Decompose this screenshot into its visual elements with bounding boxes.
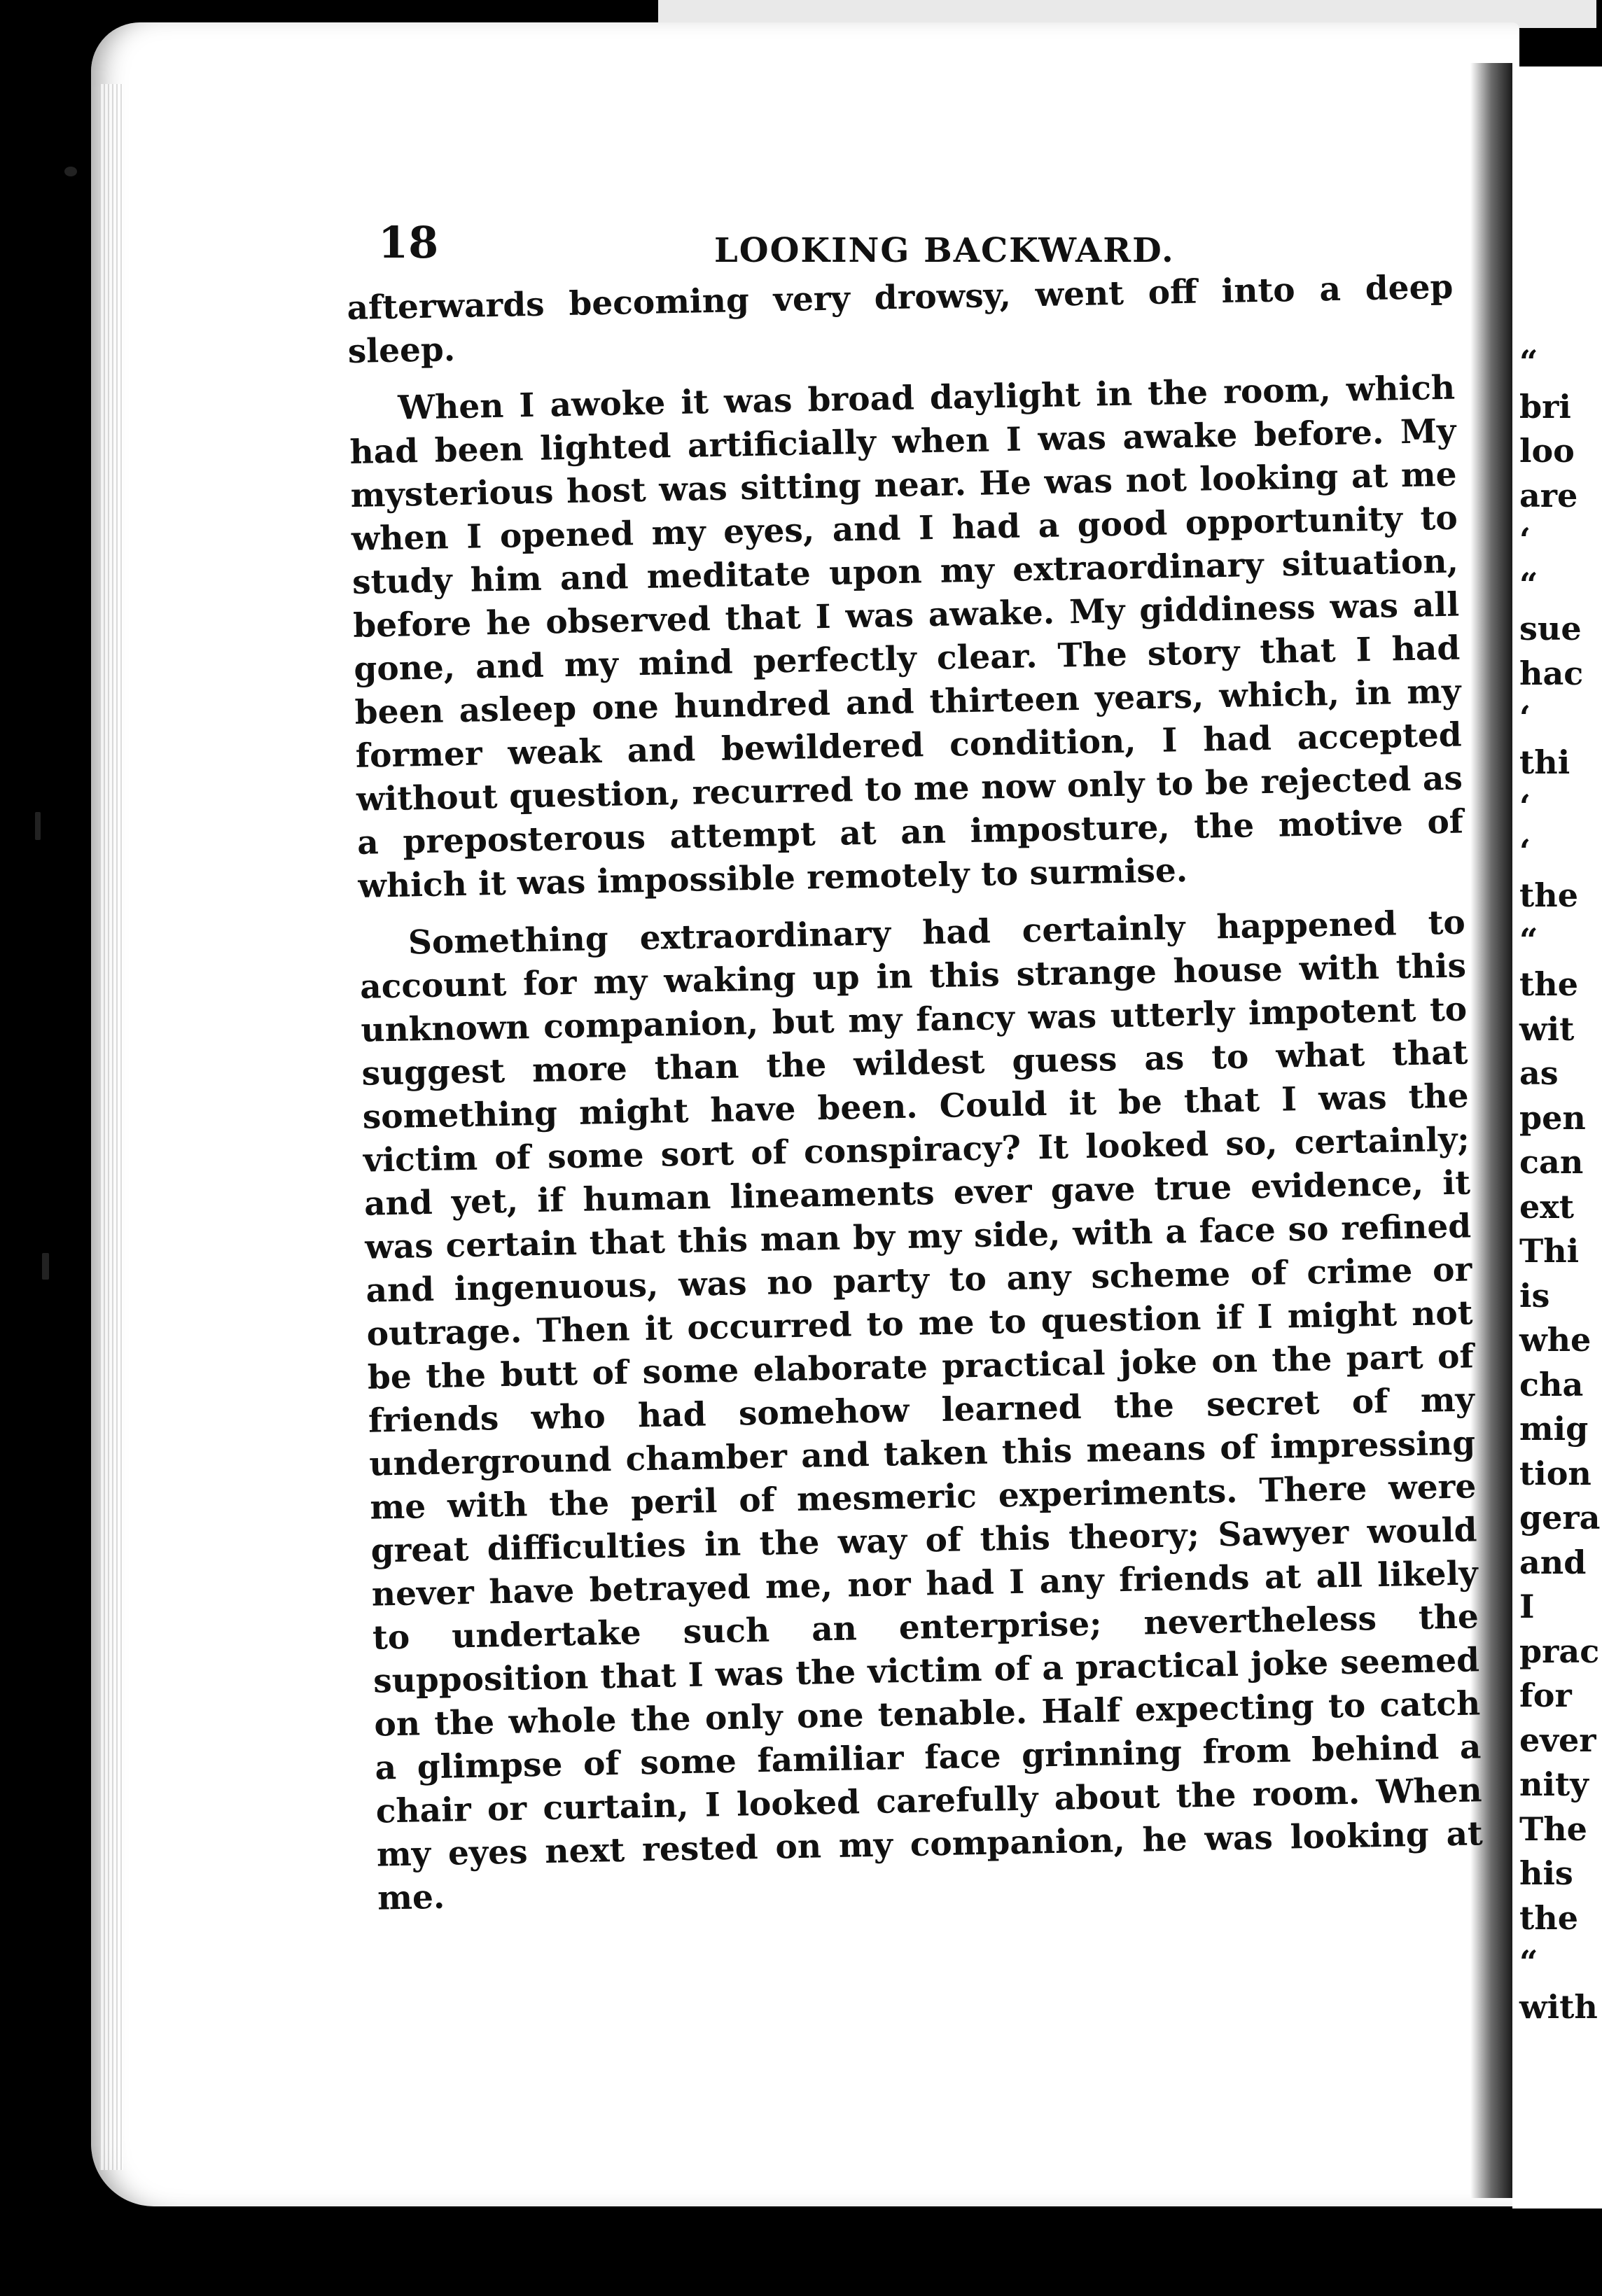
facing-page-fragment: ‘: [1519, 788, 1531, 825]
facing-page-fragment: the: [1519, 965, 1578, 1003]
facing-page-fragment: mig: [1519, 1410, 1589, 1448]
facing-page-fragment: Thi: [1519, 1232, 1580, 1270]
body-text: [347, 266, 1484, 1935]
facing-page-fragment: loo: [1519, 432, 1575, 470]
facing-page-fragment: “: [1519, 343, 1538, 381]
page-number: 18: [378, 217, 439, 268]
facing-page-fragment: prac: [1519, 1632, 1600, 1670]
scan-speck: [42, 1253, 49, 1280]
facing-page-fragment: pen: [1519, 1098, 1586, 1137]
facing-page-fragment: ever: [1519, 1721, 1596, 1759]
facing-page-fragment: sue: [1519, 610, 1582, 648]
facing-page-fragment: and: [1519, 1543, 1587, 1581]
paragraph: When I awoke it was broad daylight in the room, which had been lighted artificially when I was awake before. My mysterious host was sitting near. He was not looking at me when I opened my eyes, and I had a good opportunity to study him and meditate upon my extraordinary situation, before he observed that I was awake. My giddiness was all gone, and my mind perfectly clear. The story that I had been asleep one hundred and thirteen years, which, in my former weak and bewildered condition, I had accepted without question, recurred to me now only to be rejected as a preposterous attempt at an imposture, the motive of which it was impossible remotely to surmise.: [349, 368, 1464, 906]
facing-page-fragment: bri: [1519, 387, 1571, 426]
facing-page-fragment: wit: [1519, 1009, 1575, 1048]
facing-page-fragment: is: [1519, 1276, 1550, 1315]
facing-page-fragment: cha: [1519, 1365, 1584, 1404]
facing-page-fragment: thi: [1519, 743, 1570, 781]
page-edges: [99, 84, 123, 2170]
facing-page-fragment: ‘: [1519, 832, 1531, 870]
facing-page-fragment: his: [1519, 1854, 1573, 1892]
paragraph: Something extraordinary had certainly happened to account for my waking up in this strange house with this unknown companion, but my fancy was utterly impotent to suggest more than the wildest guess as to what that something might have been. Could it be that I was the victim of some sort of conspiracy? It looked so, certainly; and yet, if human lineaments ever gave true evidence, it was certain that this man by my side, with a face so refined and ingenuous, was no party to any scheme of crime or outrage. Then it occurred to me to question if I might not be the butt of some elaborate practical joke on the part of friends who had somehow learned the secret of my underground chamber and taken this means of impressing me with the peril of mesmeric experiments. There were great difficulties in the way of this theory; Sawyer would never have betrayed me, nor had I any friends at all likely to undertake such an enterprise; nevertheless the supposition that I was the victim of a practical joke seemed on the whole the only one tenable. Half expecting to catch a glimpse of some familiar face grinning from behind a chair or curtain, I looked carefully about the room. When my eyes next rested on my companion, he was looking at me.: [359, 903, 1484, 1918]
facing-page-fragment: the: [1519, 876, 1578, 914]
facing-page-fragment: are: [1519, 476, 1578, 514]
facing-page-fragment: for: [1519, 1676, 1572, 1714]
facing-page-fragment: ext: [1519, 1187, 1574, 1226]
facing-page-fragment: “: [1519, 565, 1538, 603]
facing-page-fragment: whe: [1519, 1321, 1591, 1359]
facing-page-fragment: ‘: [1519, 699, 1531, 736]
facing-page-fragment: ‘: [1519, 521, 1531, 559]
facing-page: [1512, 66, 1602, 2208]
facing-page-fragment: I: [1519, 1588, 1535, 1625]
facing-page-fragment: as: [1519, 1054, 1559, 1092]
paragraph: afterwards becoming very drowsy, went off into a deep sleep.: [347, 267, 1454, 371]
facing-page-fragment: hac: [1519, 654, 1584, 692]
scan-speck: [35, 812, 41, 840]
facing-page-fragment: tion: [1519, 1454, 1591, 1492]
facing-page-fragment: “: [1519, 1943, 1538, 1981]
facing-page-fragment: nity: [1519, 1765, 1589, 1803]
facing-page-fragment: “: [1519, 920, 1538, 959]
facing-page-fragment: gera: [1519, 1499, 1601, 1536]
scan-speck: [64, 167, 77, 176]
facing-page-fragment: with: [1519, 1987, 1598, 2026]
facing-page-fragment: can: [1519, 1143, 1584, 1181]
facing-page-fragment: the: [1519, 1898, 1578, 1937]
running-head: LOOKING BACKWARD.: [714, 231, 1175, 270]
facing-page-fragment: The: [1519, 1809, 1587, 1848]
